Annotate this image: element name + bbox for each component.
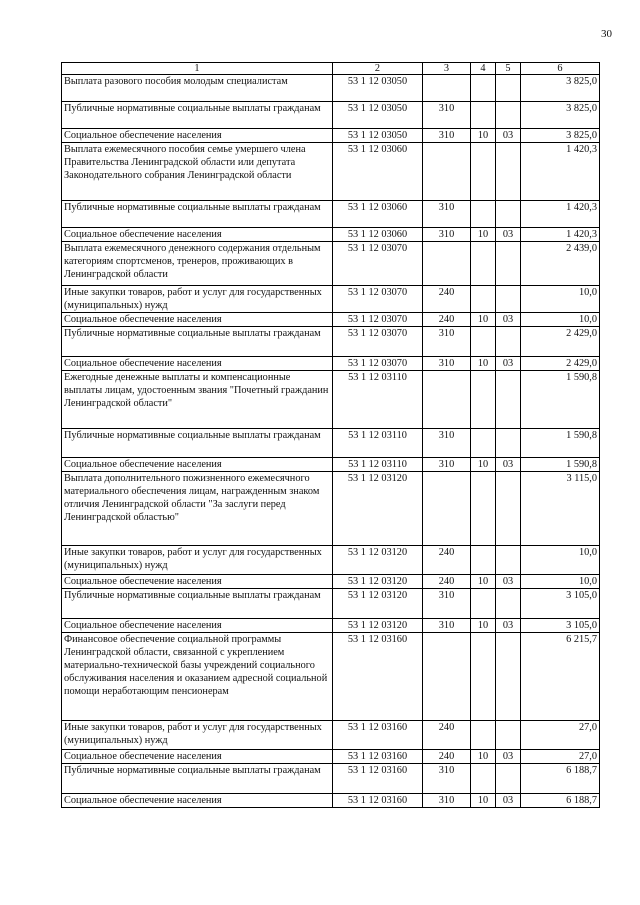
row-code-cell: 53 1 12 03060: [333, 143, 423, 201]
row-subsection-cell: 03: [496, 458, 521, 472]
row-name-cell: Публичные нормативные социальные выплаты гражданам: [62, 764, 333, 794]
row-name-cell: Социальное обеспечение населения: [62, 357, 333, 371]
row-code-cell: 53 1 12 03160: [333, 750, 423, 764]
table-row: [62, 472, 600, 546]
row-section-cell: [471, 75, 496, 102]
table-row: [62, 242, 600, 286]
row-amount-cell: 6 215,7: [521, 633, 600, 721]
row-amount-cell: 6 188,7: [521, 764, 600, 794]
table-row: [62, 546, 600, 575]
row-expense-type-cell: [423, 472, 471, 546]
row-section-cell: [471, 327, 496, 357]
table-row: [62, 750, 600, 764]
row-code-cell: 53 1 12 03120: [333, 472, 423, 546]
row-code-cell: 53 1 12 03050: [333, 75, 423, 102]
row-expense-type-cell: [423, 633, 471, 721]
row-subsection-cell: [496, 143, 521, 201]
table-row: [62, 619, 600, 633]
table-row: [62, 458, 600, 472]
row-section-cell: [471, 764, 496, 794]
row-amount-cell: 10,0: [521, 286, 600, 313]
row-name-cell: Ежегодные денежные выплаты и компенсационные выплаты лицам, удостоенным звания "Почетный гражданин Ленинградской области": [62, 371, 333, 429]
row-name-cell: Социальное обеспечение населения: [62, 794, 333, 808]
row-expense-type-cell: 310: [423, 589, 471, 619]
budget-table: [61, 62, 600, 808]
row-subsection-cell: [496, 429, 521, 458]
row-amount-cell: 10,0: [521, 575, 600, 589]
row-amount-cell: 1 590,8: [521, 371, 600, 429]
row-code-cell: 53 1 12 03160: [333, 633, 423, 721]
row-name-cell: Публичные нормативные социальные выплаты гражданам: [62, 327, 333, 357]
row-subsection-cell: 03: [496, 357, 521, 371]
table-row: [62, 201, 600, 228]
column-header-row: [62, 63, 600, 75]
row-code-cell: 53 1 12 03120: [333, 589, 423, 619]
row-name-cell: Публичные нормативные социальные выплаты гражданам: [62, 589, 333, 619]
row-amount-cell: 2 429,0: [521, 327, 600, 357]
row-amount-cell: 3 825,0: [521, 102, 600, 129]
row-name-cell: Выплата дополнительного пожизненного ежемесячного материального обеспечения лицам, награжденным знаком отличия Ленинградской области "За заслуги перед Ленинградской областью": [62, 472, 333, 546]
row-subsection-cell: [496, 764, 521, 794]
table-row: [62, 371, 600, 429]
row-subsection-cell: 03: [496, 750, 521, 764]
row-code-cell: 53 1 12 03160: [333, 794, 423, 808]
row-section-cell: [471, 633, 496, 721]
table-row: [62, 357, 600, 371]
table-row: [62, 286, 600, 313]
row-expense-type-cell: 310: [423, 129, 471, 143]
row-subsection-cell: [496, 201, 521, 228]
row-expense-type-cell: 310: [423, 201, 471, 228]
row-code-cell: 53 1 12 03070: [333, 286, 423, 313]
row-expense-type-cell: 310: [423, 458, 471, 472]
row-subsection-cell: [496, 286, 521, 313]
row-code-cell: 53 1 12 03120: [333, 575, 423, 589]
row-section-cell: [471, 589, 496, 619]
row-code-cell: 53 1 12 03050: [333, 102, 423, 129]
row-amount-cell: 2 439,0: [521, 242, 600, 286]
row-section-cell: 10: [471, 228, 496, 242]
row-expense-type-cell: 240: [423, 721, 471, 750]
table-row: [62, 575, 600, 589]
row-name-cell: Иные закупки товаров, работ и услуг для государственных (муниципальных) нужд: [62, 286, 333, 313]
row-section-cell: [471, 102, 496, 129]
table-row: [62, 129, 600, 143]
table-row: [62, 633, 600, 721]
row-subsection-cell: [496, 75, 521, 102]
column-header: 3: [423, 63, 471, 75]
row-expense-type-cell: 240: [423, 286, 471, 313]
row-subsection-cell: [496, 472, 521, 546]
row-expense-type-cell: 240: [423, 750, 471, 764]
row-amount-cell: 27,0: [521, 750, 600, 764]
row-code-cell: 53 1 12 03050: [333, 129, 423, 143]
row-amount-cell: 3 105,0: [521, 589, 600, 619]
row-name-cell: Выплата разового пособия молодым специалистам: [62, 75, 333, 102]
row-subsection-cell: 03: [496, 619, 521, 633]
row-section-cell: 10: [471, 313, 496, 327]
column-header: 6: [521, 63, 600, 75]
row-code-cell: 53 1 12 03110: [333, 371, 423, 429]
row-code-cell: 53 1 12 03070: [333, 313, 423, 327]
row-code-cell: 53 1 12 03160: [333, 721, 423, 750]
row-expense-type-cell: 310: [423, 764, 471, 794]
row-code-cell: 53 1 12 03070: [333, 327, 423, 357]
row-expense-type-cell: 310: [423, 102, 471, 129]
row-expense-type-cell: [423, 242, 471, 286]
row-amount-cell: 2 429,0: [521, 357, 600, 371]
row-name-cell: Иные закупки товаров, работ и услуг для государственных (муниципальных) нужд: [62, 546, 333, 575]
row-name-cell: Социальное обеспечение населения: [62, 458, 333, 472]
row-code-cell: 53 1 12 03110: [333, 429, 423, 458]
row-name-cell: Социальное обеспечение населения: [62, 619, 333, 633]
row-section-cell: 10: [471, 357, 496, 371]
row-code-cell: 53 1 12 03120: [333, 546, 423, 575]
row-amount-cell: 10,0: [521, 313, 600, 327]
column-header: 5: [496, 63, 521, 75]
table-row: [62, 75, 600, 102]
row-subsection-cell: 03: [496, 129, 521, 143]
row-amount-cell: 3 825,0: [521, 129, 600, 143]
table-body: [62, 75, 600, 808]
row-expense-type-cell: [423, 371, 471, 429]
row-expense-type-cell: [423, 143, 471, 201]
table-row: [62, 143, 600, 201]
row-name-cell: Публичные нормативные социальные выплаты гражданам: [62, 429, 333, 458]
row-code-cell: 53 1 12 03160: [333, 764, 423, 794]
row-section-cell: 10: [471, 458, 496, 472]
row-subsection-cell: [496, 589, 521, 619]
table-row: [62, 102, 600, 129]
row-expense-type-cell: [423, 75, 471, 102]
row-section-cell: [471, 286, 496, 313]
column-header: 4: [471, 63, 496, 75]
row-subsection-cell: [496, 371, 521, 429]
row-name-cell: Выплата ежемесячного денежного содержания отдельным категориям спортсменов, тренеров, проживающих в Ленинградской области: [62, 242, 333, 286]
row-section-cell: [471, 721, 496, 750]
table-row: [62, 764, 600, 794]
row-amount-cell: 1 590,8: [521, 429, 600, 458]
row-subsection-cell: [496, 546, 521, 575]
row-subsection-cell: [496, 242, 521, 286]
row-amount-cell: 1 420,3: [521, 201, 600, 228]
row-section-cell: [471, 472, 496, 546]
row-section-cell: 10: [471, 794, 496, 808]
row-subsection-cell: [496, 721, 521, 750]
column-header: 1: [62, 63, 333, 75]
row-amount-cell: 27,0: [521, 721, 600, 750]
row-expense-type-cell: 240: [423, 575, 471, 589]
row-section-cell: [471, 143, 496, 201]
row-section-cell: [471, 201, 496, 228]
row-section-cell: [471, 242, 496, 286]
row-amount-cell: 3 825,0: [521, 75, 600, 102]
row-name-cell: Иные закупки товаров, работ и услуг для государственных (муниципальных) нужд: [62, 721, 333, 750]
row-subsection-cell: 03: [496, 575, 521, 589]
row-section-cell: 10: [471, 129, 496, 143]
row-amount-cell: 3 105,0: [521, 619, 600, 633]
row-subsection-cell: [496, 633, 521, 721]
row-expense-type-cell: 310: [423, 327, 471, 357]
row-expense-type-cell: 310: [423, 794, 471, 808]
row-code-cell: 53 1 12 03070: [333, 357, 423, 371]
row-name-cell: Выплата ежемесячного пособия семье умершего члена Правительства Ленинградской области или депутата Законодательного собрания Ленинградской области: [62, 143, 333, 201]
row-expense-type-cell: 310: [423, 429, 471, 458]
row-expense-type-cell: 310: [423, 228, 471, 242]
row-expense-type-cell: 240: [423, 546, 471, 575]
row-name-cell: Публичные нормативные социальные выплаты гражданам: [62, 102, 333, 129]
table-row: [62, 327, 600, 357]
row-expense-type-cell: 310: [423, 357, 471, 371]
row-code-cell: 53 1 12 03110: [333, 458, 423, 472]
table-row: [62, 228, 600, 242]
row-code-cell: 53 1 12 03060: [333, 201, 423, 228]
row-name-cell: Социальное обеспечение населения: [62, 575, 333, 589]
table-row: [62, 721, 600, 750]
row-subsection-cell: 03: [496, 794, 521, 808]
table-row: [62, 313, 600, 327]
row-name-cell: Социальное обеспечение населения: [62, 313, 333, 327]
row-section-cell: [471, 371, 496, 429]
row-subsection-cell: 03: [496, 228, 521, 242]
row-name-cell: Публичные нормативные социальные выплаты гражданам: [62, 201, 333, 228]
row-amount-cell: 1 420,3: [521, 143, 600, 201]
row-section-cell: [471, 429, 496, 458]
row-code-cell: 53 1 12 03060: [333, 228, 423, 242]
row-section-cell: [471, 546, 496, 575]
row-subsection-cell: 03: [496, 313, 521, 327]
row-section-cell: 10: [471, 619, 496, 633]
row-subsection-cell: [496, 102, 521, 129]
row-expense-type-cell: 310: [423, 619, 471, 633]
row-amount-cell: 6 188,7: [521, 794, 600, 808]
row-code-cell: 53 1 12 03070: [333, 242, 423, 286]
row-amount-cell: 3 115,0: [521, 472, 600, 546]
row-name-cell: Социальное обеспечение населения: [62, 750, 333, 764]
row-name-cell: Социальное обеспечение населения: [62, 228, 333, 242]
page-number: 30: [601, 28, 612, 40]
row-section-cell: 10: [471, 575, 496, 589]
row-subsection-cell: [496, 327, 521, 357]
row-name-cell: Социальное обеспечение населения: [62, 129, 333, 143]
row-amount-cell: 1 420,3: [521, 228, 600, 242]
table-row: [62, 589, 600, 619]
row-expense-type-cell: 240: [423, 313, 471, 327]
row-amount-cell: 1 590,8: [521, 458, 600, 472]
table-row: [62, 429, 600, 458]
row-section-cell: 10: [471, 750, 496, 764]
row-amount-cell: 10,0: [521, 546, 600, 575]
table-row: [62, 794, 600, 808]
row-name-cell: Финансовое обеспечение социальной программы Ленинградской области, связанной с укреплением материально-технической базы учреждений социального обслуживания населения и оказанием адресной социальной помощи неработающим пенсионерам: [62, 633, 333, 721]
row-code-cell: 53 1 12 03120: [333, 619, 423, 633]
column-header: 2: [333, 63, 423, 75]
